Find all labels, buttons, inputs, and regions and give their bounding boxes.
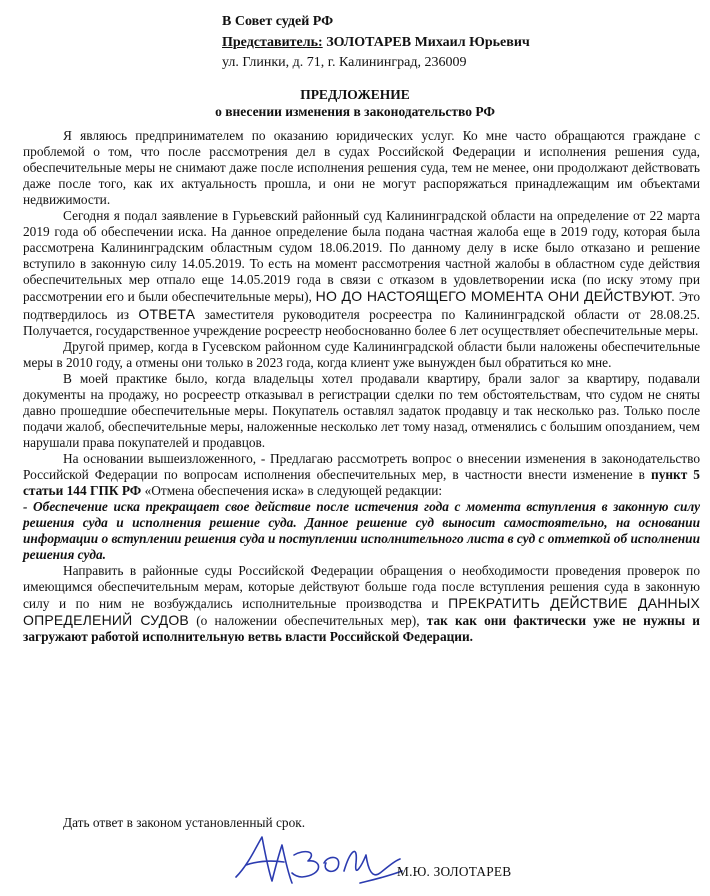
addressee: В Совет судей РФ [222,14,334,29]
address: ул. Глинки, д. 71, г. Калининград, 236009 [222,55,467,70]
paragraph-5-text-a: На основании вышеизложенного, - Предлагаю рассмотреть вопрос о внесении изменения в законодательство Российской Федерации по вопросам исполнения обеспечительных мер, в частности внести изменение в [23,450,700,482]
paragraph-2-answer: ОТВЕТА [138,305,196,322]
representative-line [222,33,530,54]
paragraph-4: В моей практике было, когда владельцы хотел продавали квартиру, брали залог за квартиру, подавали документы на продажу, но росреестр отказывал в регистрации сделки по тем обстоятельствам, что судом не сняты давно прошедшие обеспечительные меры. Покупатель оставлял задаток продавцу и так несколько раз. Только после подачи жалоб, обеспечительные меры, наложенные несколько лет тому назад, отменялись с большим опозданием, чем нарушали права покупателей и продавцов. [23,370,700,450]
signer-name: М.Ю. ЗОЛОТАРЕВ [397,864,512,879]
paragraph-2-text-e: заместителя руководителя росреестра по Калининградской области от 28.08.25. Получается, государственное учреждение росреестр необоснованно более 6 лет осуществляет обеспечительные меры. [23,306,700,338]
paragraph-2-text-c: Это подтвердилось из [23,289,700,322]
representative-label: Представитель: [222,34,323,50]
document-subtitle: о внесении изменения в законодательство РФ [215,104,495,119]
paragraph-6-bold: так как они фактически уже не нужны и загружают работой исполнительную ветвь власти Российской Федерации. [23,613,700,645]
closing-line: Дать ответ в законом установленный срок. [63,815,306,830]
paragraph-6-caps: ПРЕКРАТИТЬ ДЕЙСТВИЕ ДАННЫХ ОПРЕДЕЛЕНИЙ СУДОВ [23,595,700,629]
paragraph-6-text-c: (о наложении обеспечительных мер), [196,613,420,629]
document-title: ПРЕДЛОЖЕНИЕ [300,87,410,102]
addressee-block [222,12,530,74]
paragraph-6 [23,563,700,645]
paragraph-5-article: пункт 5 статьи 144 ГПК РФ [23,466,700,499]
paragraph-1: Я являюсь предпринимателем по оказанию юридических услуг. Ко мне часто обращаются граждане с проблемой о том, что после рассмотрения дел в судах Российской Федерации и исполнения решения суда, обеспечительные меры не снимают даже после исполнения решения суда, тем не менее, они продолжают действовать даже после того, как их актуальность прошла, и они не могут распоряжаться принадлежащим им объектами недвижимости. [23,128,700,208]
paragraph-5-text-c: «Отмена обеспечения иска» в следующей редакции: [144,483,443,499]
representative-name: ЗОЛОТАРЕВ Михаил Юрьевич [326,34,530,50]
proposed-wording: - Обеспечение иска прекращает свое действие после истечения года с момента вступления в законную силу решения суда и исполнения решение суда. Данное решение суд выносит самостоятельно, на основании информации о вступлении решения суда и поступлении исполнительного листа в суд с отметкой об исполнении решения суда. [23,499,701,563]
paragraph-6-text-a: Направить в районные суды Российской Федерации обращения о необходимости проведения проверок по имеющимся обеспечительным мерам, которые действуют больше года после вступления решения суда в законную силу и по ним не возбуждались исполнительные производства и [23,563,700,612]
paragraph-3: Другой пример, когда в Гусевском районном суде Калининградской области были наложены обеспечительные меры в 2010 году, а отмены они только в 2023 года, когда клиент уже вынужден был обратиться ко мне. [23,338,700,370]
paragraph-2-text-a: Сегодня я подал заявление в Гурьевский районный суд Калининградской области на определение от 22 марта 2019 года об обеспечении иска. На данное определение была подана частная жалоба еще в 2019 году, которая была рассмотрена Калининградским областным судом 18.06.2019. По данному делу в иске было отказано и решение вступило в законную силу 14.05.2019. То есть на момент рассмотрения частной жалобы в областном суде действия обеспечительных мер отпало еще 14.05.2019 года в связи с отказом в удовлетворении иска (по иску этому при рассмотрении его и были обеспечительные меры), [23,208,700,305]
document-body [23,128,700,646]
paragraph-5 [23,451,700,499]
paragraph-2-emphasis: НО ДО НАСТОЯЩЕГО МОМЕНТА ОНИ ДЕЙСТВУЮТ. [315,288,676,305]
paragraph-2 [23,208,700,338]
handwritten-signature [232,825,407,893]
